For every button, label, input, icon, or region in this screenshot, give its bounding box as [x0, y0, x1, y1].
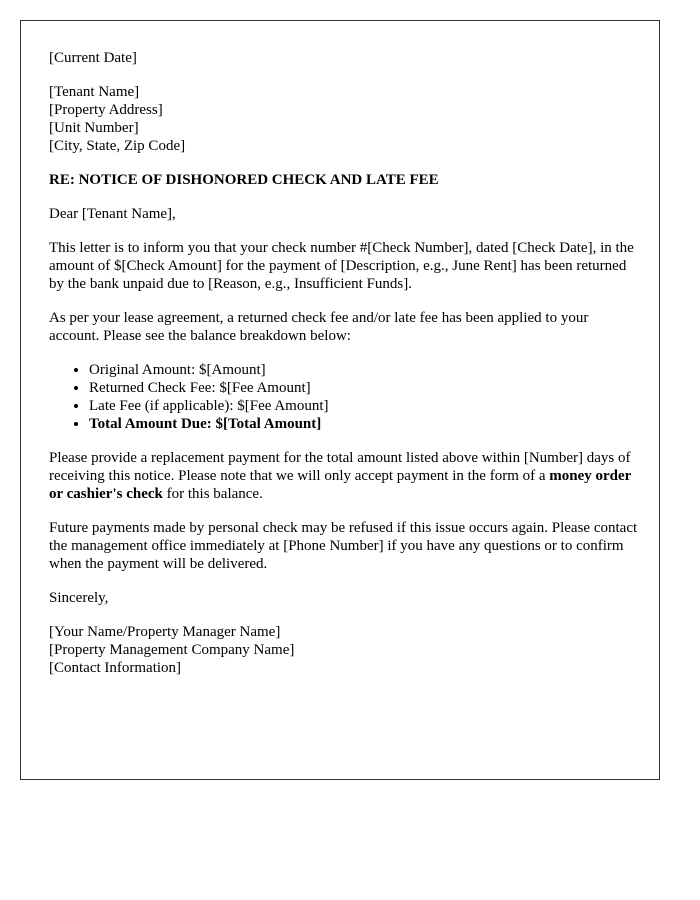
fee-returned-check: • Returned Check Fee: $[Fee Amount] [89, 379, 639, 397]
signature-name: [Your Name/Property Manager Name] [49, 624, 281, 640]
subject-line: RE: NOTICE OF DISHONORED CHECK AND LATE FEE [49, 172, 439, 188]
signature-block [49, 623, 639, 677]
recipient-unit: [Unit Number] [49, 120, 139, 136]
recipient-block [49, 83, 639, 155]
paragraph-fees-intro: As per your lease agreement, a returned check fee and/or late fee has been applied to your account. Please see the balance breakdown below: [49, 310, 589, 344]
replacement-text-after: for this balance. [162, 486, 263, 502]
fee-breakdown-list [49, 361, 639, 433]
fee-late: • Late Fee (if applicable): $[Fee Amount] [89, 397, 639, 415]
letter-content [49, 49, 639, 693]
fee-total-due: • Total Amount Due: $[Total Amount] [89, 415, 639, 433]
paragraph-replacement-payment [49, 449, 639, 503]
recipient-city-state-zip: [City, State, Zip Code] [49, 138, 186, 154]
letter-date: [Current Date] [49, 50, 137, 66]
fee-original-amount: • Original Amount: $[Amount] [89, 361, 639, 379]
recipient-address: [Property Address] [49, 102, 163, 118]
signature-company: [Property Management Company Name] [49, 642, 295, 658]
recipient-name: [Tenant Name] [49, 84, 140, 100]
paragraph-future-payments: Future payments made by personal check may be refused if this issue occurs again. Please contact the management office immediately at [Phone Number] if you have any questions or to confirm when the payment will be delivered. [49, 520, 638, 572]
closing: Sincerely, [49, 590, 109, 606]
replacement-text-before: Please provide a replacement payment for the total amount listed above within [Number] days of receiving this notice. Please note that we will only accept payment in the form of a [49, 450, 631, 484]
letter-page [20, 20, 660, 780]
salutation: Dear [Tenant Name], [49, 206, 176, 222]
payment-method-emphasis: money order or cashier's check [49, 468, 632, 502]
paragraph-notice: This letter is to inform you that your check number #[Check Number], dated [Check Date], in the amount of $[Check Amount] for the payment of [Description, e.g., June Rent] has been returned by the bank unpaid due to [Reason, e.g., Insufficient Funds]. [49, 240, 634, 292]
signature-contact: [Contact Information] [49, 660, 182, 676]
